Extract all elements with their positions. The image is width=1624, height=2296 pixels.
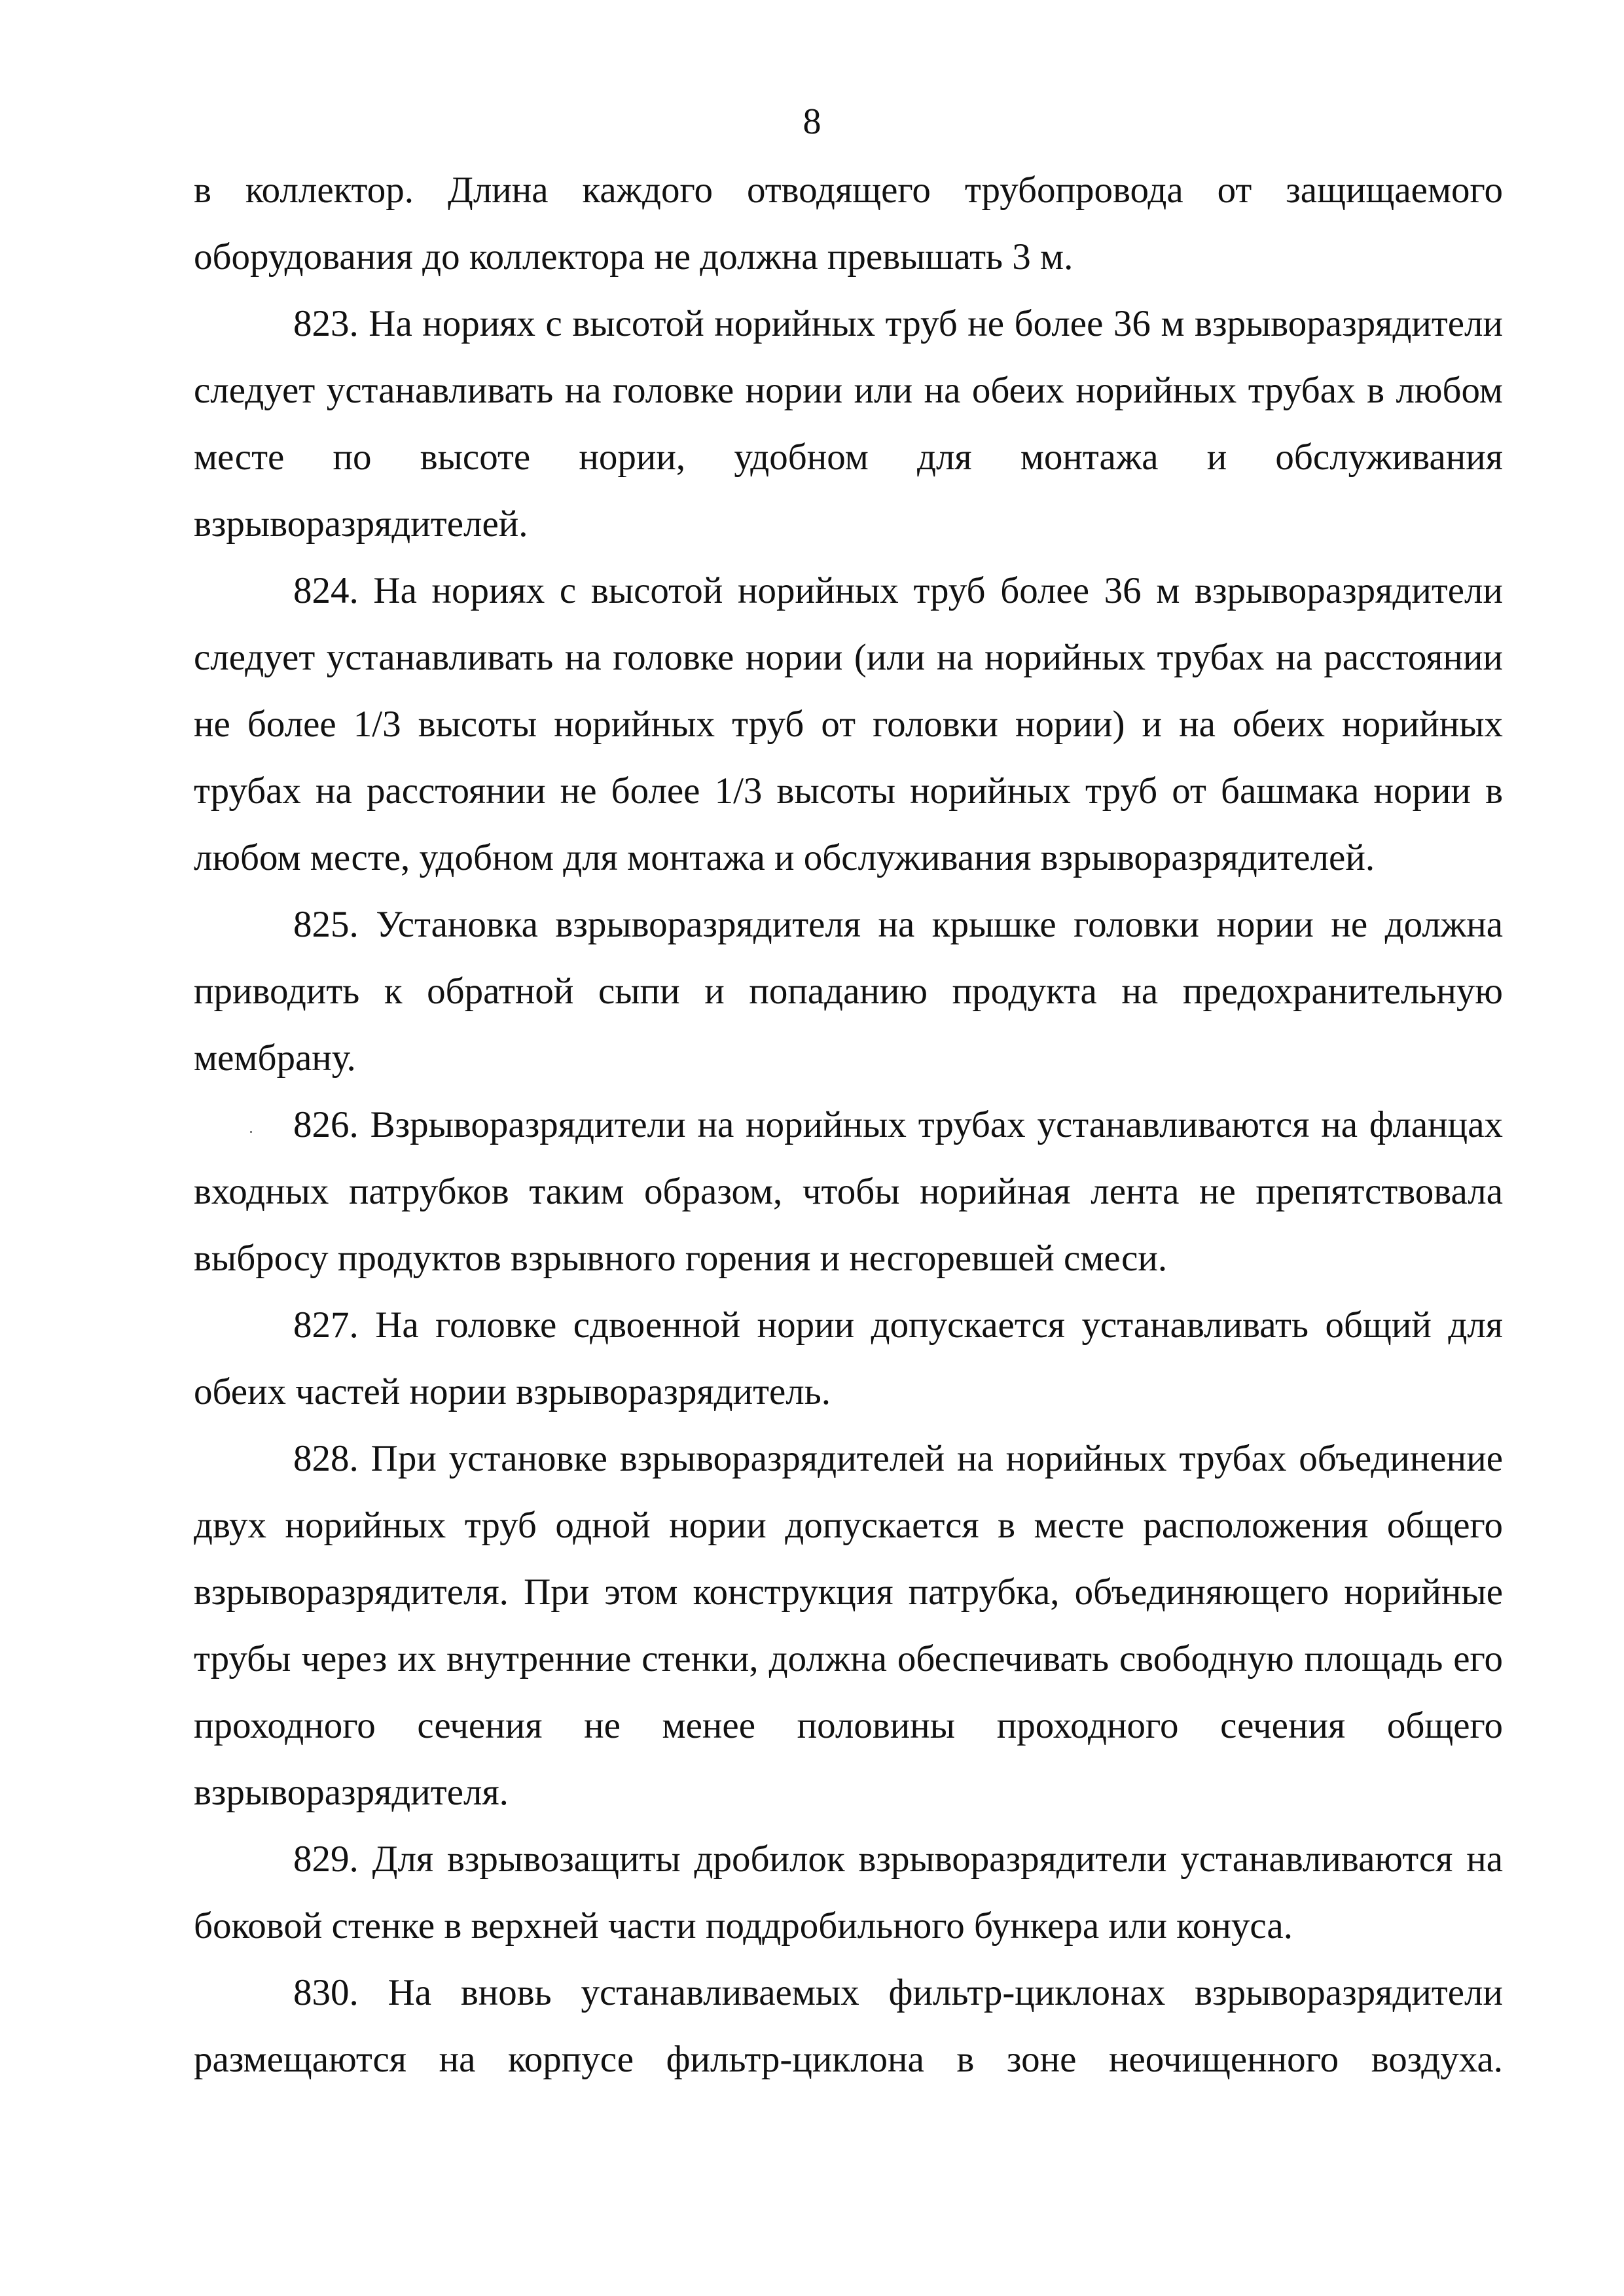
paragraph-823 xyxy=(194,291,1503,558)
paragraph-text: Установка взрыворазрядителя на крышке головки нории не должна приводить к обратной сыпи и попаданию продукта на предохранительную мембрану. xyxy=(194,904,1503,1079)
scan-speck xyxy=(250,1131,252,1133)
paragraph-continuation xyxy=(194,157,1503,291)
page-number: 8 xyxy=(803,101,821,142)
paragraph-824 xyxy=(194,558,1503,891)
paragraph-number: 827. xyxy=(293,1304,359,1346)
paragraph-text: На головке сдвоенной нории допускается устанавливать общий для обеих частей нории взрыворазрядитель. xyxy=(194,1304,1503,1412)
paragraph-number: 824. xyxy=(293,570,359,611)
paragraph-text: При установке взрыворазрядителей на норийных трубах объединение двух норийных труб одной нории допускается в месте расположения общего взрыворазрядителя. При этом конструкция патрубка, объединяющего норийные трубы через их внутренние стенки, должна обеспечивать свободную площадь его проходного сечения не менее половины проходного сечения общего взрыворазрядителя. xyxy=(194,1438,1503,1813)
paragraph-text: На вновь устанавливаемых фильтр-циклонах взрыворазрядители размещаются на корпусе фильтр-циклона в зоне неочищенного воздуха. xyxy=(194,1972,1503,2080)
paragraph-826 xyxy=(194,1092,1503,1292)
paragraph-number: 829. xyxy=(293,1839,359,1880)
paragraph-827 xyxy=(194,1292,1503,1426)
paragraph-number: 828. xyxy=(293,1438,359,1479)
paragraph-text: На нориях с высотой норийных труб не более 36 м взрыворазрядители следует устанавливать на головке нории или на обеих норийных трубах в любом месте по высоте нории, удобном для монтажа и обслуживания взрыворазрядителей. xyxy=(194,303,1504,545)
paragraph-829 xyxy=(194,1826,1503,1960)
paragraph-825 xyxy=(194,891,1503,1092)
paragraph-text: На нориях с высотой норийных труб более 36 м взрыворазрядители следует устанавливать на головке нории (или на норийных трубах на расстоянии не более 1/3 высоты норийных труб от головки нории) и на обеих норийных трубах на расстоянии не более 1/3 высоты норийных труб от башмака нории в любом месте, удобном для монтажа и обслуживания взрыворазрядителей. xyxy=(194,570,1504,878)
paragraph-text: Взрыворазрядители на норийных трубах устанавливаются на фланцах входных патрубков таким образом, чтобы норийная лента не препятствовала выбросу продуктов взрывного горения и несгоревшей смеси. xyxy=(194,1104,1503,1279)
paragraph-828 xyxy=(194,1426,1503,1826)
paragraph-number: 825. xyxy=(293,904,359,945)
paragraph-number: 823. xyxy=(293,303,359,344)
paragraph-number: 830. xyxy=(293,1972,359,2013)
paragraph-text: Для взрывозащиты дробилок взрыворазрядители устанавливаются на боковой стенке в верхней части поддробильного бункера или конуса. xyxy=(194,1839,1504,1946)
document-body xyxy=(194,157,1503,2093)
paragraph-text: в коллектор. Длина каждого отводящего трубопровода от защищаемого оборудования до коллектора не должна превышать 3 м. xyxy=(194,170,1503,278)
paragraph-830 xyxy=(194,1960,1503,2093)
paragraph-number: 826. xyxy=(293,1104,359,1145)
